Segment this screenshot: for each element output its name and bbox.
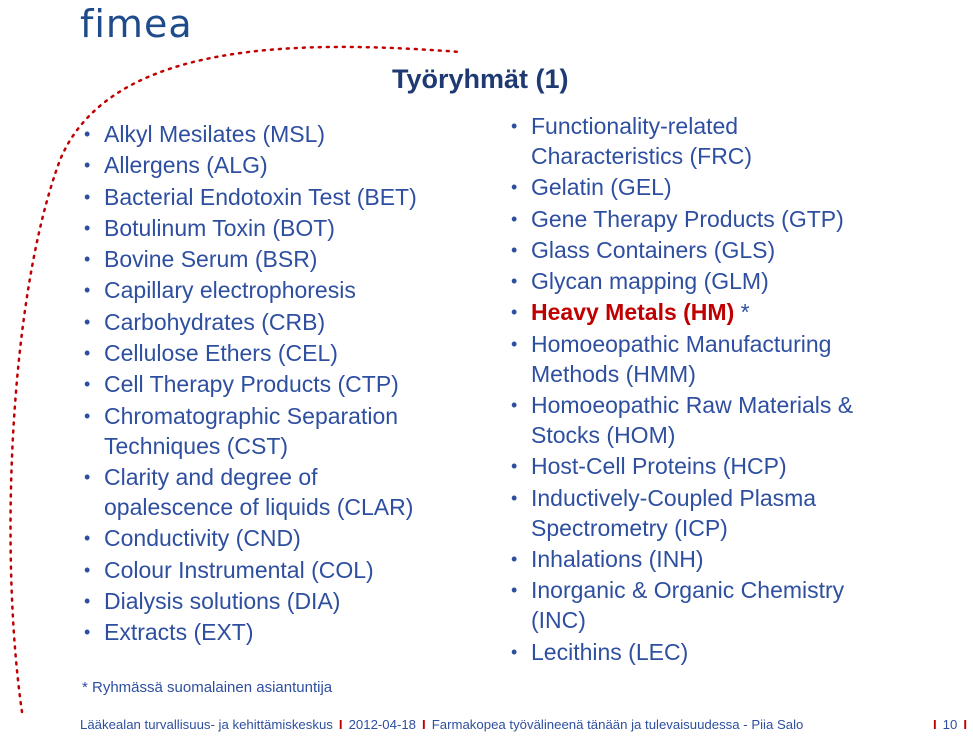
list-item xyxy=(82,275,482,305)
bullet-icon: • xyxy=(84,155,91,176)
footer-page: I 10 I xyxy=(933,717,968,732)
list-item-text: Dialysis solutions (DIA) xyxy=(104,587,341,614)
list-item xyxy=(509,451,939,481)
list-item xyxy=(82,244,482,274)
list-item-text: Extracts (EXT) xyxy=(104,619,254,646)
list-item xyxy=(82,307,482,337)
list-item-text: Chromatographic Separation Techniques (CST) xyxy=(104,402,399,459)
list-item-text: Inhalations (INH) xyxy=(531,545,704,572)
list-item-text: Cell Therapy Products (CTP) xyxy=(104,371,399,398)
list-item xyxy=(82,401,482,461)
footer-separator: I xyxy=(338,717,343,732)
bullet-icon: • xyxy=(511,548,518,569)
list-item xyxy=(509,390,939,450)
left-topic-list xyxy=(82,119,482,648)
list-item-text: Functionality-related Characteristics (FRC) xyxy=(531,113,753,169)
list-item-text: Inorganic & Organic Chemistry (INC) xyxy=(531,577,845,634)
list-item xyxy=(82,555,482,585)
list-item-text: Alkyl Mesilates (MSL) xyxy=(104,121,326,147)
list-item-text: Heavy Metals (HM) xyxy=(531,299,735,326)
footer-org: Lääkealan turvallisuus- ja kehittämiskeskus xyxy=(80,717,333,732)
list-item-text: Gelatin (GEL) xyxy=(531,174,672,201)
list-item-text: Bovine Serum (BSR) xyxy=(104,246,318,273)
bullet-icon: • xyxy=(84,311,91,332)
bullet-icon: • xyxy=(84,559,91,580)
list-item xyxy=(82,462,482,522)
list-item xyxy=(509,266,939,296)
bullet-icon: • xyxy=(511,641,518,662)
list-item xyxy=(509,329,939,389)
list-item xyxy=(82,182,482,212)
bullet-icon: • xyxy=(511,208,518,229)
bullet-icon: • xyxy=(84,124,91,144)
list-item-text: Botulinum Toxin (BOT) xyxy=(104,214,335,241)
bullet-icon: • xyxy=(511,580,518,601)
expert-star: * xyxy=(734,299,750,326)
bullet-icon: • xyxy=(84,343,91,364)
list-item xyxy=(82,213,482,243)
list-item-text: Capillary electrophoresis xyxy=(104,277,356,304)
page-title: Työryhmät (1) xyxy=(392,64,569,94)
list-item-text: Homoeopathic Manufacturing Methods (HMM) xyxy=(531,330,832,387)
bullet-icon: • xyxy=(511,271,518,292)
list-item-text: Glass Containers (GLS) xyxy=(531,236,776,263)
list-item xyxy=(509,544,939,574)
list-item xyxy=(82,150,482,180)
list-item-text: Lecithins (LEC) xyxy=(531,638,689,665)
list-item xyxy=(509,483,939,543)
list-item xyxy=(509,235,939,265)
list-item xyxy=(82,338,482,368)
list-item xyxy=(82,523,482,553)
bullet-icon: • xyxy=(511,177,518,198)
bullet-icon: • xyxy=(511,395,518,416)
bullet-icon: • xyxy=(84,249,91,270)
bullet-icon: • xyxy=(84,528,91,549)
bullet-icon: • xyxy=(84,374,91,395)
bullet-icon: • xyxy=(511,302,518,323)
list-item xyxy=(509,111,939,171)
bullet-icon: • xyxy=(511,116,518,136)
list-item-text: Cellulose Ethers (CEL) xyxy=(104,340,338,367)
list-item-text: Homoeopathic Raw Materials & Stocks (HOM) xyxy=(531,392,854,449)
list-item-text: Inductively-Coupled Plasma Spectrometry (ICP) xyxy=(531,484,817,541)
list-item-text: Colour Instrumental (COL) xyxy=(104,556,374,583)
list-item xyxy=(509,637,939,667)
footer-separator: I xyxy=(422,717,426,732)
bullet-icon: • xyxy=(511,239,518,260)
list-item xyxy=(82,586,482,616)
fimea-logo: fimea xyxy=(80,2,193,46)
bullet-icon: • xyxy=(84,590,91,611)
list-item-text: Clarity and degree of opalescence of liquids (CLAR) xyxy=(104,463,414,520)
bullet-icon: • xyxy=(84,466,91,487)
bullet-icon: • xyxy=(84,217,91,238)
list-item-text: Host-Cell Proteins (HCP) xyxy=(531,453,787,480)
footer-date: 2012-04-18 xyxy=(348,717,417,732)
list-item-text: Allergens (ALG) xyxy=(104,152,268,179)
list-item-text: Conductivity (CND) xyxy=(104,525,301,552)
list-item xyxy=(509,172,939,202)
list-item xyxy=(509,204,939,234)
bullet-icon: • xyxy=(84,622,91,643)
list-item xyxy=(509,575,939,635)
bullet-icon: • xyxy=(84,280,91,301)
list-item-text: Bacterial Endotoxin Test (BET) xyxy=(104,183,417,210)
list-item xyxy=(82,119,482,149)
page-number: 10 xyxy=(942,717,958,732)
footnote: * Ryhmässä suomalainen asiantuntija xyxy=(82,679,333,696)
bullet-icon: • xyxy=(511,487,518,508)
list-item-text: Glycan mapping (GLM) xyxy=(531,268,769,295)
footer xyxy=(80,717,968,732)
bullet-icon: • xyxy=(84,186,91,207)
list-item xyxy=(82,617,482,647)
footer-subtitle: Farmakopea työvälineenä tänään ja tulevaisuudessa - Piia Salo xyxy=(431,717,804,732)
bullet-icon: • xyxy=(84,405,91,426)
right-topic-list xyxy=(509,111,939,668)
list-item xyxy=(509,297,939,327)
list-item-text: Gene Therapy Products (GTP) xyxy=(531,205,844,232)
bullet-icon: • xyxy=(511,333,518,354)
bullet-icon: • xyxy=(511,456,518,477)
list-item xyxy=(82,369,482,399)
list-item-text: Carbohydrates (CRB) xyxy=(104,308,326,335)
